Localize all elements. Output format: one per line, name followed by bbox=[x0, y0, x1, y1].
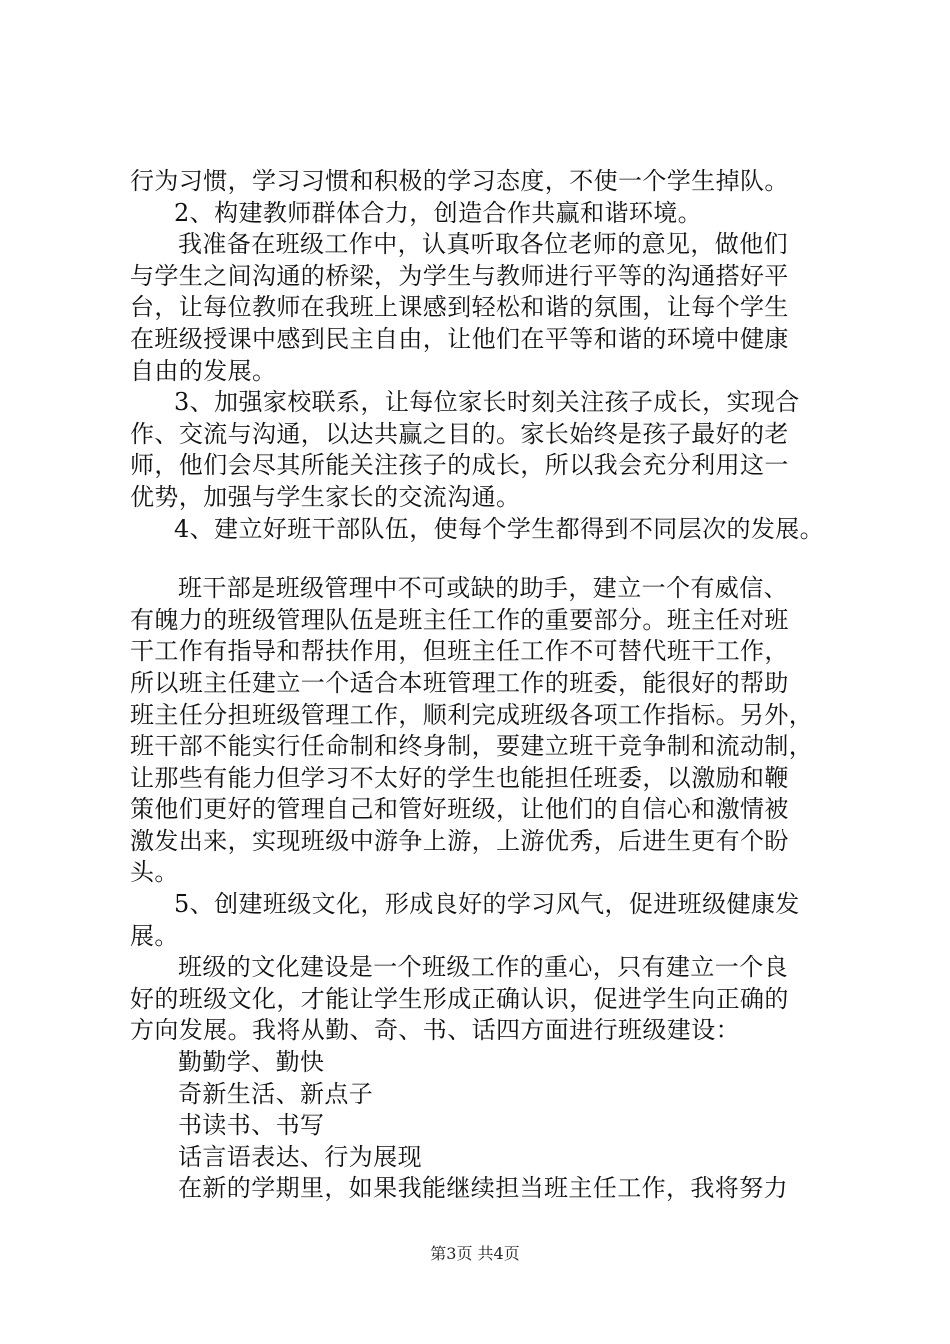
text-line: 我准备在班级工作中，认真听取各位老师的意见，做他们 bbox=[178, 230, 788, 259]
text-line: 书读书、书写 bbox=[178, 1111, 325, 1140]
text-line: 班主任分担班级管理工作，顺利完成班级各项工作指标。另外， bbox=[130, 700, 814, 729]
text-line: 勤勤学、勤快 bbox=[178, 1048, 325, 1077]
text-line: 班干部是班级管理中不可或缺的助手，建立一个有威信、 bbox=[178, 574, 788, 603]
text-line: 方向发展。我将从勤、奇、书、话四方面进行班级建设： bbox=[130, 1016, 740, 1045]
text-line: 策他们更好的管理自己和管好班级，让他们的自信心和激情被 bbox=[130, 795, 789, 824]
text-line: 5、创建班级文化，形成良好的学习风气，促进班级健康发 bbox=[174, 890, 800, 919]
text-line: 与学生之间沟通的桥梁，为学生与教师进行平等的沟通搭好平 bbox=[130, 261, 789, 290]
text-line: 头。 bbox=[130, 858, 179, 887]
text-line: 4、建立好班干部队伍，使每个学生都得到不同层次的发展。 bbox=[174, 514, 825, 543]
paragraph-gap bbox=[130, 545, 850, 573]
text-line: 班级的文化建设是一个班级工作的重心，只有建立一个良 bbox=[178, 953, 788, 982]
document-body bbox=[130, 166, 850, 1205]
text-line: 自由的发展。 bbox=[130, 356, 277, 385]
text-line: 奇新生活、新点子 bbox=[178, 1079, 374, 1108]
text-line: 3、加强家校联系，让每位家长时刻关注孩子成长，实现合 bbox=[174, 388, 800, 417]
text-line: 干工作有指导和帮扶作用，但班主任工作不可替代班干工作， bbox=[130, 637, 789, 666]
text-line: 行为习惯，学习习惯和积极的学习态度，不使一个学生掉队。 bbox=[130, 167, 789, 195]
text-line: 话言语表达、行为展现 bbox=[178, 1142, 422, 1171]
text-line: 展。 bbox=[130, 921, 179, 950]
text-line: 台，让每位教师在我班上课感到轻松和谐的氛围，让每个学生 bbox=[130, 293, 789, 322]
text-line: 有魄力的班级管理队伍是班主任工作的重要部分。班主任对班 bbox=[130, 605, 789, 634]
text-line: 好的班级文化，才能让学生形成正确认识，促进学生向正确的 bbox=[130, 984, 789, 1013]
page-number-footer: 第3页 共4页 bbox=[430, 1244, 520, 1263]
text-line: 在新的学期里，如果我能继续担当班主任工作，我将努力 bbox=[178, 1174, 788, 1203]
text-line: 让那些有能力但学习不太好的学生也能担任班委，以激励和鞭 bbox=[130, 763, 789, 792]
text-line: 在班级授课中感到民主自由，让他们在平等和谐的环境中健康 bbox=[130, 324, 789, 353]
text-line: 2、构建教师群体合力，创造合作共赢和谐环境。 bbox=[174, 198, 703, 227]
text-line: 班干部不能实行任命制和终身制，要建立班干竞争制和流动制， bbox=[130, 732, 814, 761]
text-line: 优势，加强与学生家长的交流沟通。 bbox=[130, 482, 521, 511]
text-line: 激发出来，实现班级中游争上游，上游优秀，后进生更有个盼 bbox=[130, 826, 789, 855]
text-line: 作、交流与沟通，以达共赢之目的。家长始终是孩子最好的老 bbox=[130, 419, 789, 448]
text-line: 所以班主任建立一个适合本班管理工作的班委，能很好的帮助 bbox=[130, 668, 789, 697]
text-line: 师，他们会尽其所能关注孩子的成长，所以我会充分利用这一 bbox=[130, 451, 789, 480]
